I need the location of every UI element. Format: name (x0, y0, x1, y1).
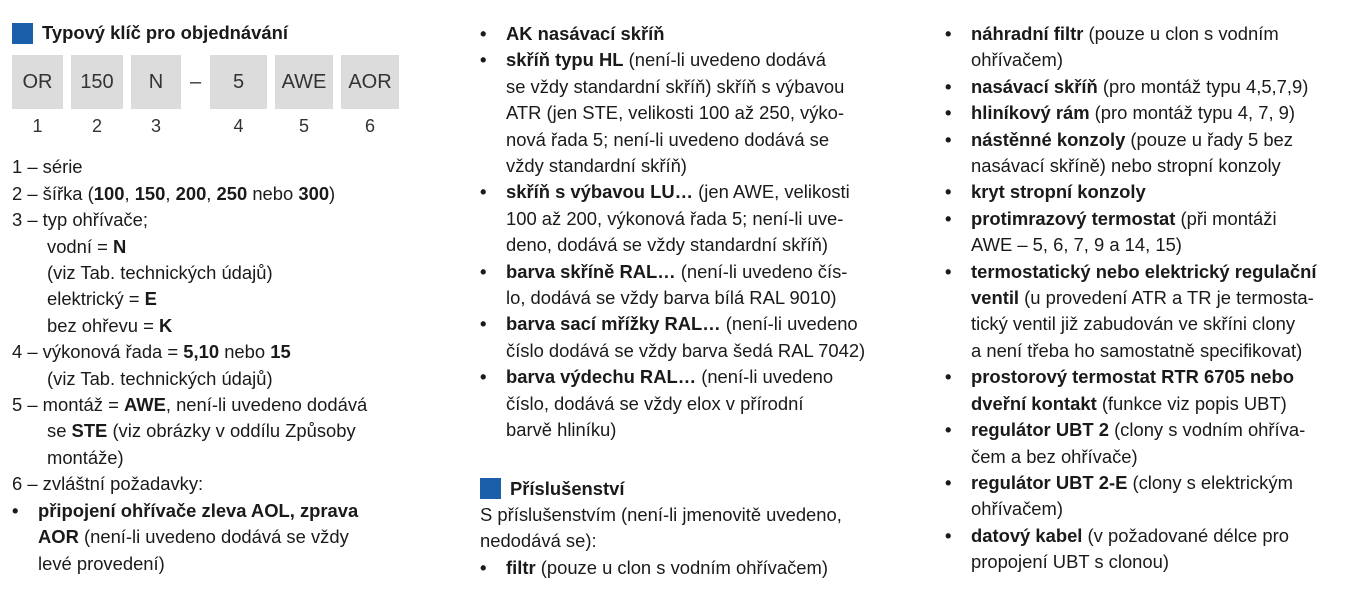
bullet-icon: • (480, 49, 487, 71)
text: se vždy standardní skříň) skříň s výbavou (506, 75, 845, 97)
text: ATR (jen STE, velikosti 100 až 250, výko- (506, 102, 844, 124)
text: , (165, 182, 176, 204)
list-item-line (971, 179, 1365, 205)
text: barva skříně RAL… (506, 260, 676, 282)
list-item-line (506, 153, 920, 179)
text: 5 (183, 341, 194, 363)
text: termostatický nebo elektrický regulační (971, 260, 1317, 282)
order-key-heading (12, 20, 452, 46)
text: (funkce viz popis UBT) (1096, 392, 1287, 414)
list-item-line (506, 21, 920, 47)
legend-heater-note: (viz Tab. technických údajů) (47, 262, 273, 284)
list-item-line (506, 338, 920, 364)
legend-power-note: (viz Tab. technických údajů) (47, 367, 273, 389)
text: deno, dodává se vždy standardní skříň) (506, 234, 829, 256)
list-item (12, 498, 452, 577)
list-item-line (971, 153, 1365, 179)
bullet-icon: • (480, 313, 487, 335)
accessories-list (945, 21, 1365, 576)
legend-heater-electric (12, 286, 452, 312)
list-item (480, 364, 920, 443)
legend-power-series (12, 339, 452, 365)
order-key-legend (12, 154, 452, 577)
text: kryt stropní konzoly (971, 181, 1146, 203)
text: (viz obrázky v oddílu Způsoby (107, 420, 356, 442)
list-item-line (971, 444, 1365, 470)
text: regulátor UBT 2 (971, 419, 1109, 441)
text: tický ventil již zabudován ve skříni clony (971, 313, 1296, 335)
key-number-4: 4 (233, 116, 244, 137)
legend-width (12, 181, 452, 207)
key-numbers (12, 109, 452, 143)
bullet-icon: • (945, 524, 952, 546)
order-key-boxes (12, 55, 452, 109)
list-item (945, 364, 1365, 417)
list-item (480, 179, 920, 258)
list-item-line (506, 391, 920, 417)
bullet-icon: • (480, 366, 487, 388)
text: vždy standardní skříň) (506, 155, 687, 177)
key-number-5: 5 (298, 116, 309, 137)
text: (clony s vodním ohříva- (1108, 419, 1306, 441)
legend-special: 6 – zvláštní požadavky: (12, 473, 204, 495)
text: se (47, 420, 72, 442)
text: připojení ohřívače zleva AOL, zprava (38, 499, 359, 521)
text: lo, dodává se vždy barva bílá RAL 9010) (506, 287, 837, 309)
list-item-line (506, 259, 920, 285)
accessories-intro-2: nedodává se): (480, 530, 597, 552)
accessories-column (945, 21, 1365, 576)
list-item-line (971, 100, 1365, 126)
order-key-column (12, 20, 452, 577)
key-box-1: OR (12, 55, 63, 109)
text: (pouze u řady 5 bez (1125, 128, 1293, 150)
text: levé provedení) (38, 552, 165, 574)
text: (pouze u clon s vodním ohřívačem) (535, 556, 828, 578)
list-item-line (971, 21, 1365, 47)
text: N (112, 235, 127, 257)
bullet-icon: • (480, 260, 487, 282)
list-item-line (506, 232, 920, 258)
legend-mounting-3: montáže) (47, 446, 124, 468)
text: barvě hliníku) (506, 419, 617, 441)
text: 5 – montáž = (12, 394, 124, 416)
text: (pouze u clon s vodním (1083, 23, 1279, 44)
text: (pro montáž typu 4,5,7,9) (1097, 75, 1309, 97)
list-item (945, 259, 1365, 365)
list-item-line (971, 549, 1365, 575)
text: datový kabel (971, 524, 1083, 546)
text: prostorový termostat RTR 6705 nebo (971, 366, 1294, 388)
text: (v požadované délce pro (1082, 524, 1289, 546)
list-item-line (506, 417, 920, 443)
text: skříň s výbavou LU… (506, 181, 694, 203)
key-box-4: 5 (210, 55, 267, 109)
bullet-icon: • (945, 181, 952, 203)
text: 250 (216, 182, 248, 204)
text: a není třeba ho samostatně specifikovat) (971, 339, 1303, 361)
text: (není-li uvedeno (720, 313, 858, 335)
list-item-line (506, 127, 920, 153)
text: skříň typu HL (506, 49, 624, 71)
text: (pro montáž typu 4, 7, 9) (1089, 102, 1296, 124)
bullet-icon: • (945, 260, 952, 282)
list-item-line (971, 470, 1365, 496)
key-number-6: 6 (364, 116, 375, 137)
text: barva sací mřížky RAL… (506, 313, 721, 335)
text: ohřívačem) (971, 498, 1063, 520)
text: ohřívačem) (971, 49, 1063, 71)
bullet-icon: • (945, 23, 952, 44)
text: vodní = (47, 235, 113, 257)
text: hliníkový rám (971, 102, 1090, 124)
text: dveřní kontakt (971, 392, 1097, 414)
bullet-icon: • (945, 207, 952, 229)
text: STE (71, 420, 108, 442)
text: AK nasávací skříň (506, 23, 665, 44)
key-number-2: 2 (91, 116, 102, 137)
text: filtr (506, 556, 536, 578)
legend-mounting-2 (12, 418, 452, 444)
text: (jen AWE, velikosti (693, 181, 850, 203)
text: AWE (123, 394, 166, 416)
text: 15 (270, 341, 291, 363)
text: barva výdechu RAL… (506, 366, 697, 388)
bullet-icon: • (12, 499, 19, 521)
text: 150 (134, 182, 166, 204)
list-item (945, 523, 1365, 576)
legend-heater-none (12, 313, 452, 339)
list-item (945, 417, 1365, 470)
text: regulátor UBT 2-E (971, 471, 1128, 493)
list-item-line (971, 311, 1365, 337)
bullet-icon: • (945, 102, 952, 124)
bullet-icon: • (945, 366, 952, 388)
legend-series: 1 – série (12, 156, 83, 178)
bullet-icon: • (945, 75, 952, 97)
list-item-line (971, 391, 1365, 417)
key-box-3: N (131, 55, 181, 109)
list-item-line (971, 47, 1365, 73)
list-item-line (971, 259, 1365, 285)
text: (při montáži (1175, 207, 1277, 229)
list-item (480, 21, 920, 47)
list-item-line (506, 179, 920, 205)
list-item (480, 311, 920, 364)
list-item (945, 127, 1365, 180)
text: 200 (175, 182, 207, 204)
list-item (945, 100, 1365, 126)
list-item-line (971, 74, 1365, 100)
bullet-icon: • (945, 419, 952, 441)
text: 300 (298, 182, 330, 204)
blue-square-icon (480, 478, 501, 499)
list-item (480, 47, 920, 179)
text: nasávací skříň (971, 75, 1098, 97)
text: AWE – 5, 6, 7, 9 a 14, 15) (971, 234, 1182, 256)
bullet-icon: • (480, 23, 487, 44)
key-dash: – (189, 71, 202, 94)
legend-heater-type: 3 – typ ohřívače; (12, 209, 148, 231)
text: číslo dodává se vždy barva šedá RAL 7042) (506, 339, 866, 361)
text: bez ohřevu = (47, 314, 159, 336)
list-item (945, 206, 1365, 259)
list-item (480, 555, 920, 581)
bullet-icon: • (480, 556, 487, 578)
list-item-line (971, 285, 1365, 311)
blue-square-icon (12, 23, 33, 44)
text: , (193, 341, 199, 363)
list-item (945, 21, 1365, 74)
bullet-icon: • (945, 471, 952, 493)
list-item-line (971, 338, 1365, 364)
options-column (480, 21, 920, 581)
list-item (480, 259, 920, 312)
text: (není-li uvedeno čís- (675, 260, 848, 282)
key-number-3: 3 (150, 116, 161, 137)
list-item (945, 74, 1365, 100)
list-item-line (506, 311, 920, 337)
text: ventil (971, 287, 1020, 309)
bullet-icon: • (945, 128, 952, 150)
text: (u provedení ATR a TR je termosta- (1019, 287, 1314, 309)
text: 10 (198, 341, 220, 363)
accessories-intro: S příslušenstvím (není-li jmenovitě uvedeno, (480, 503, 842, 525)
list-item-line (971, 364, 1365, 390)
list-item (945, 179, 1365, 205)
list-item-line (506, 47, 920, 73)
key-box-2: 150 (71, 55, 123, 109)
text: (není-li uvedeno dodává se vždy (78, 526, 349, 548)
text: , (124, 182, 135, 204)
list-item-line (971, 496, 1365, 522)
list-item-line (971, 127, 1365, 153)
options-list (480, 21, 920, 444)
key-box-5: AWE (275, 55, 333, 109)
bullet-icon: • (480, 181, 487, 203)
text: nebo (219, 341, 271, 363)
text: (clony s elektrickým (1127, 471, 1293, 493)
text: 2 – šířka ( (12, 182, 94, 204)
text: (není-li uvedeno (696, 366, 834, 388)
text: číslo, dodává se vždy elox v přírodní (506, 392, 804, 414)
text: E (144, 288, 157, 310)
text: elektrický = (47, 288, 145, 310)
text: protimrazový termostat (971, 207, 1176, 229)
legend-heater-water (12, 234, 452, 260)
list-item-line (971, 523, 1365, 549)
list-item-line (506, 285, 920, 311)
text: propojení UBT s clonou) (971, 551, 1169, 573)
text: 4 – výkonová řada = (12, 341, 184, 363)
text: náhradní filtr (971, 23, 1084, 44)
text: K (158, 314, 173, 336)
text: (není-li uvedeno dodává (623, 49, 826, 71)
accessories-heading-text: Příslušenství (510, 477, 625, 499)
key-number-1: 1 (32, 116, 43, 137)
text: , (206, 182, 217, 204)
list-item-line (506, 364, 920, 390)
text: nástěnné konzoly (971, 128, 1126, 150)
legend-mounting (12, 392, 452, 418)
list-item-line (506, 206, 920, 232)
text: 100 až 200, výkonová řada 5; není-li uve- (506, 207, 844, 229)
text: , není-li uvedeno dodává (165, 394, 368, 416)
list-item (945, 470, 1365, 523)
text: nová řada 5; není-li uvedeno dodává se (506, 128, 830, 150)
text: nasávací skříně) nebo stropní konzoly (971, 155, 1281, 177)
text: čem a bez ohřívače) (971, 445, 1138, 467)
key-box-6: AOR (341, 55, 399, 109)
text: AOR (38, 526, 79, 548)
text: ) (329, 182, 336, 204)
list-item-line (971, 232, 1365, 258)
list-item-line (971, 206, 1365, 232)
list-item-line (506, 74, 920, 100)
list-item-line (506, 100, 920, 126)
list-item-line (971, 417, 1365, 443)
text: nebo (247, 182, 299, 204)
accessories-heading (480, 476, 920, 502)
order-key-heading-text: Typový klíč pro objednávání (42, 22, 288, 43)
text: 100 (93, 182, 125, 204)
